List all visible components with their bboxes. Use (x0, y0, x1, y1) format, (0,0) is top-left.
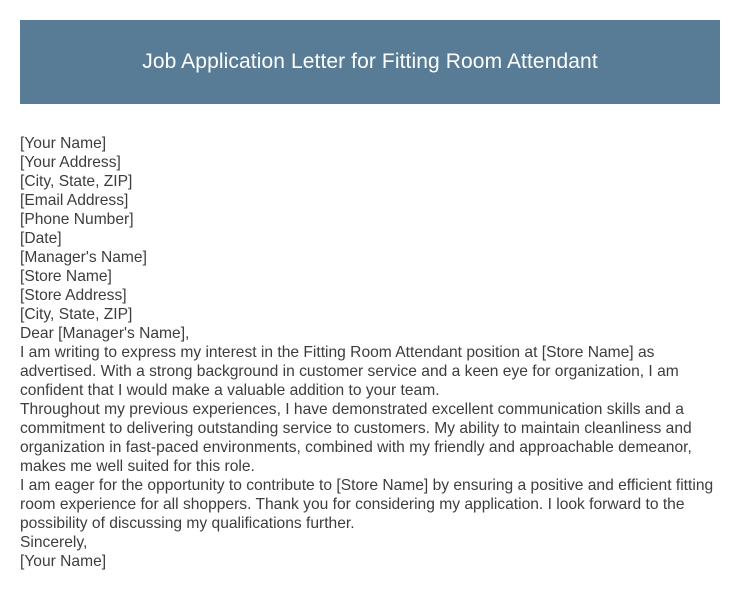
salutation: Dear [Manager's Name], (20, 325, 190, 342)
paragraph-experience: Throughout my previous experiences, I have demonstrated excellent communication skills and a commitment to delivering outstanding service to customers. My ability to maintain cleanliness and organization in fast-paced environments, combined with my friendly and approachable demeanor, makes me well suited for this role. (20, 401, 692, 475)
recipient-city-state-zip: [City, State, ZIP] (20, 306, 133, 323)
paragraph-closing: I am eager for the opportunity to contribute to [Store Name] by ensuring a positive and efficient fitting room experience for all shoppers. Thank you for considering my application. I look forward to the possibility of discussing my qualifications further. (20, 477, 714, 532)
sender-city-state-zip: [City, State, ZIP] (20, 173, 133, 190)
letter-body (20, 134, 726, 571)
signature: [Your Name] (20, 553, 107, 570)
sender-address: [Your Address] (20, 154, 121, 171)
sender-phone: [Phone Number] (20, 211, 134, 228)
recipient-name: [Manager's Name] (20, 249, 147, 266)
header-banner (20, 20, 720, 104)
sender-name: [Your Name] (20, 135, 107, 152)
paragraph-intro: I am writing to express my interest in the Fitting Room Attendant position at [Store Name] as advertised. With a strong background in customer service and a keen eye for organization, I am confident that I would make a valuable addition to your team. (20, 344, 679, 399)
recipient-address: [Store Address] (20, 287, 127, 304)
recipient-store: [Store Name] (20, 268, 112, 285)
closing: Sincerely, (20, 534, 88, 551)
page-title: Job Application Letter for Fitting Room Attendant (142, 50, 598, 73)
sender-email: [Email Address] (20, 192, 129, 209)
letter-date: [Date] (20, 230, 62, 247)
